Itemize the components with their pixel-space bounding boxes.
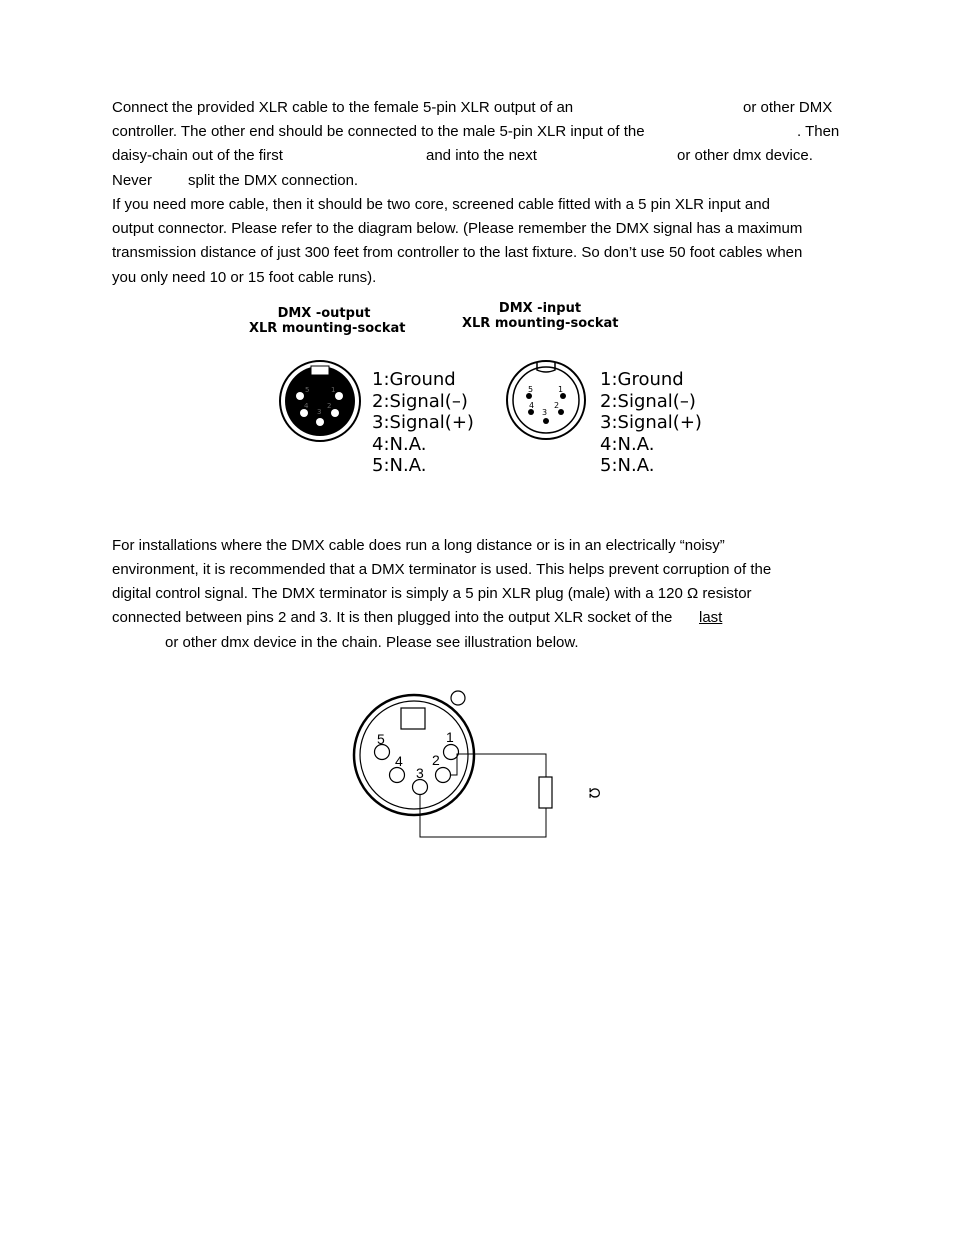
output-pin-1: 1 [331, 386, 336, 394]
p2-line4a: connected between pins 2 and 3. It is then plugged into the output XLR socket of the [112, 609, 673, 626]
terminator-latch-tab [451, 691, 465, 705]
input-pin-label-3: 3:Signal(+) [600, 412, 702, 433]
p1-line7: transmission distance of just 300 feet from controller to the last fixture. So don’t use 50 foot cables when [112, 244, 803, 261]
dmx-output-title: DMX -output [277, 306, 371, 321]
dmx-output-pin-list [372, 369, 474, 477]
input-pin-label-1: 1:Ground [600, 369, 684, 390]
input-pin-label-5: 5:N.A. [600, 455, 655, 476]
p1-line5: If you need more cable, then it should be two core, screened cable fitted with a 5 pin XLR input and [112, 196, 770, 213]
output-pin-4: 4 [304, 402, 309, 410]
p2-line5: or other dmx device in the chain. Please see illustration below. [165, 634, 579, 651]
p1-line2a: controller. The other end should be connected to the male 5-pin XLR input of the [112, 123, 645, 140]
p1-line3a: daisy-chain out of the first [112, 147, 283, 164]
p1-line4b: split the DMX connection. [188, 172, 359, 189]
output-pin-label-5: 5:N.A. [372, 455, 427, 476]
output-pin-5: 5 [305, 386, 310, 394]
p1-line8: you only need 10 or 15 foot cable runs). [112, 269, 377, 286]
output-pin-2: 2 [327, 402, 332, 410]
input-pin-5: 5 [528, 385, 534, 394]
output-pin-label-2: 2:Signal(–) [372, 390, 468, 412]
input-pin-3: 3 [542, 408, 548, 417]
terminator-pin-label-4: 4 [395, 753, 403, 769]
p2-line2: environment, it is recommended that a DMX terminator is used. This helps prevent corruption of the [112, 561, 772, 578]
terminator-pin-label-3: 3 [416, 765, 424, 781]
input-pin-2: 2 [554, 401, 560, 410]
input-pin-1: 1 [558, 385, 564, 394]
output-pin-label-4: 4:N.A. [372, 433, 427, 455]
resistor-ohm-label: Ω [585, 787, 602, 799]
dmx-input-pin-list [600, 369, 702, 477]
terminator-key-notch [401, 708, 425, 729]
resistor-icon [539, 777, 552, 808]
terminator-pin-1 [444, 745, 459, 760]
output-pin-3: 3 [317, 408, 322, 416]
terminator-pin-label-1: 1 [446, 729, 454, 745]
dmx-output-socket-icon [278, 359, 362, 443]
output-pin-label-3: 3:Signal(+) [372, 412, 474, 433]
p1-line1b: or other DMX [743, 99, 833, 116]
dmx-input-subtitle: XLR mounting-sockat [462, 316, 619, 331]
dmx-output-subtitle: XLR mounting-sockat [249, 321, 406, 336]
p1-line1a: Connect the provided XLR cable to the female 5-pin XLR output of an [112, 99, 574, 116]
p1-line3b: and into the next [426, 147, 537, 164]
dmx-terminator-diagram [340, 680, 610, 850]
p1-line4a: Never [112, 172, 153, 189]
terminator-pin-label-2: 2 [432, 752, 440, 768]
input-pin-label-2: 2:Signal(–) [600, 390, 696, 412]
p2-line1: For installations where the DMX cable does run a long distance or is in an electrically “noisy” [112, 537, 725, 554]
dmx-input-socket-icon [505, 359, 587, 441]
p1-line6: output connector. Please refer to the diagram below. (Please remember the DMX signal has a maximum [112, 220, 803, 237]
terminator-pin-2 [436, 768, 451, 783]
terminator-pin-label-5: 5 [377, 731, 385, 747]
p1-line3c: or other dmx device. [677, 147, 813, 164]
p2-line4b-last: last [699, 609, 723, 626]
terminator-pin-4 [390, 768, 405, 783]
dmx-input-title: DMX -input [498, 301, 582, 316]
p1-line2b: . Then [797, 123, 840, 140]
terminator-pin-3 [413, 780, 428, 795]
input-pin-4: 4 [529, 401, 535, 410]
p2-line3: digital control signal. The DMX terminator is simply a 5 pin XLR plug (male) with a 120 Ω resistor [112, 585, 752, 602]
input-pin-label-4: 4:N.A. [600, 433, 655, 455]
output-pin-label-1: 1:Ground [372, 369, 456, 390]
